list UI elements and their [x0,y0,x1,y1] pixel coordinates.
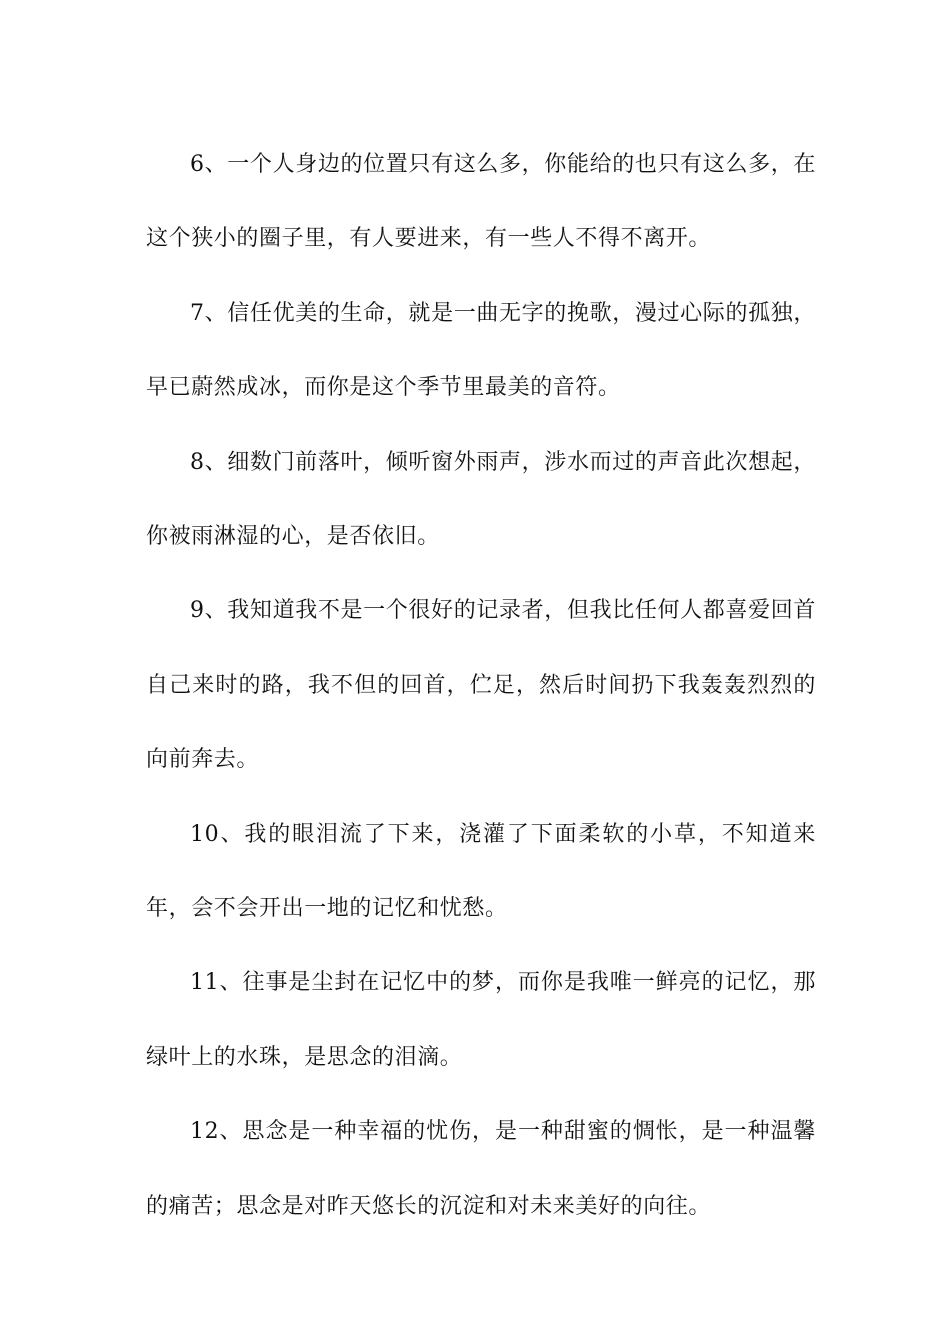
paragraph-8: 8、细数门前落叶，倾听窗外雨声，涉水而过的声音此次想起，你被雨淋湿的心，是否依旧。 [146,449,816,550]
document-body [146,128,816,1244]
paragraph-9: 9、我知道我不是一个很好的记录者，但我比任何人都喜爱回首自己来时的路，我不但的回首，伫足，然后时间扔下我轰轰烈烈的向前奔去。 [146,598,816,773]
paragraph-7: 7、信任优美的生命，就是一曲无字的挽歌，漫过心际的孤独，早已蔚然成冰，而你是这个季节里最美的音符。 [146,300,816,401]
paragraph-12: 12、思念是一种幸福的忧伤，是一种甜蜜的惆怅，是一种温馨的痛苦；思念是对昨天悠长的沉淀和对未来美好的向往。 [146,1119,816,1219]
paragraph-11: 11、往事是尘封在记忆中的梦，而你是我唯一鲜亮的记忆，那绿叶上的水珠，是思念的泪滴。 [146,970,816,1070]
paragraph-10: 10、我的眼泪流了下来，浇灌了下面柔软的小草，不知道来年，会不会开出一地的记忆和忧愁。 [146,821,816,922]
paragraph-6: 6、一个人身边的位置只有这么多，你能给的也只有这么多，在这个狭小的圈子里，有人要进来，有一些人不得不离开。 [146,152,816,252]
